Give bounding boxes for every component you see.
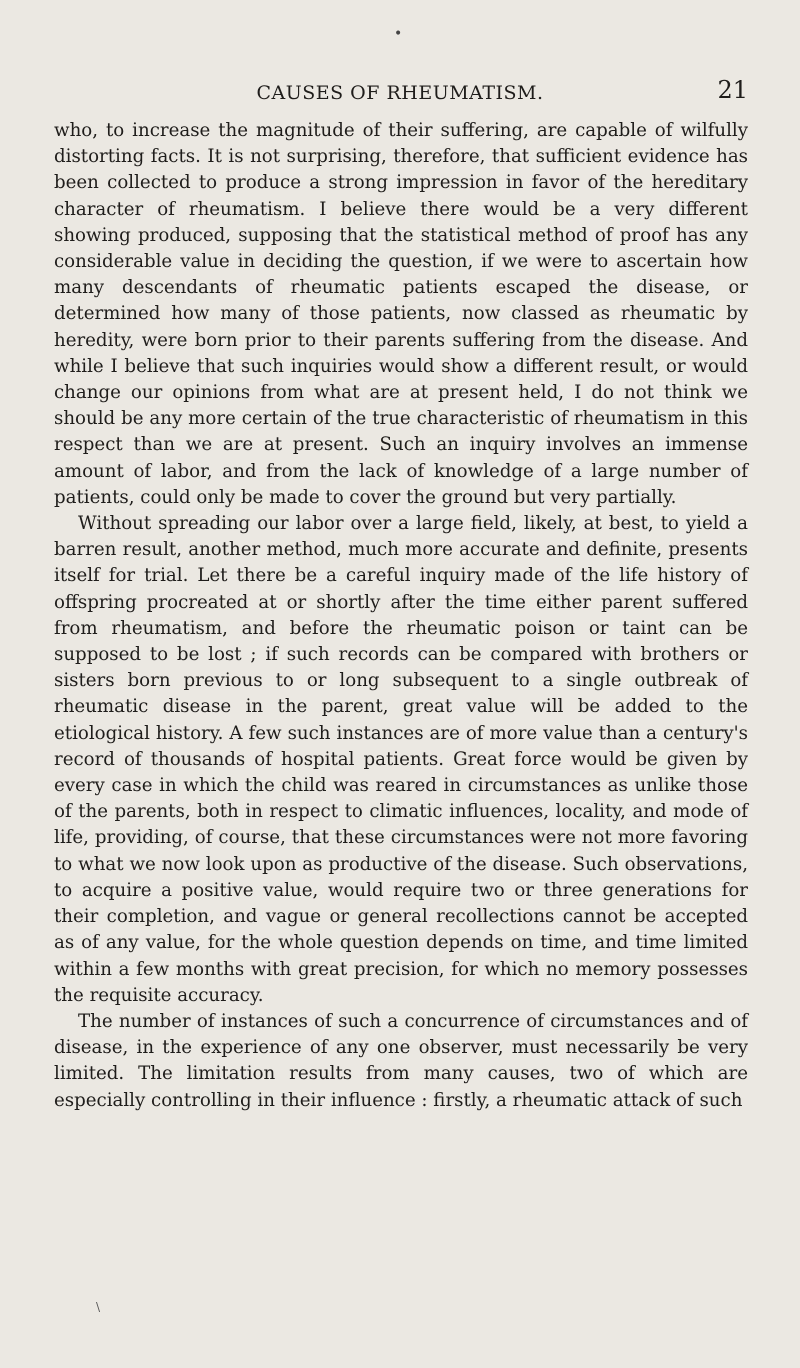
bottom-mark: \ [96,1300,101,1314]
paragraph-3: The number of instances of such a concurrence of circumstances and of disease, in the experience of any one observer, must necessarily be very limited. The limitation results from many causes, two of which are especially controlling in their influence : firstly, a rheumatic attack of such [54,1010,748,1111]
running-title: CAUSES OF RHEUMATISM. [256,82,544,104]
top-mark: • [394,26,403,42]
page-number: 21 [717,76,748,104]
body-text [54,118,748,1114]
paragraph-1: who, to increase the magnitude of their suffering, are capable of wilfully distorting facts. It is not surprising, therefore, that sufficient evidence has been collected to produce a strong impression in favor of the hereditary character of rheumatism. I believe there would be a very different showing produced, supposing that the statistical method of proof has any considerable value in deciding the question, if we were to ascertain how many descendants of rheumatic patients escaped the disease, or determined how many of those patients, now classed as rheumatic by heredity, were born prior to their parents suffering from the disease. And while I believe that such inquiries would show a different result, or would change our opinions from what are at present held, I do not think we should be any more certain of the true characteristic of rheumatism in this respect than we are at present. Such an inquiry involves an immense amount of labor, and from the lack of knowledge of a large number of patients, could only be made to cover the ground but very partially. [54,120,748,508]
paragraph-2: Without spreading our labor over a large field, likely, at best, to yield a barren result, another method, much more accurate and definite, presents itself for trial. Let there be a careful inquiry made of the life history of offspring procreated at or shortly after the time either parent suffered from rheumatism, and before the rheumatic poison or taint can be supposed to be lost ; if such records can be compared with brothers or sisters born previous to or long subsequent to a single outbreak of rheumatic disease in the parent, great value will be added to the etiological history. A few such instances are of more value than a century's record of thousands of hospital patients. Great force would be given by every case in which the child was reared in circumstances as unlike those of the parents, both in respect to climatic influences, locality, and mode of life, providing, of course, that these circumstances were not more favoring to what we now look upon as productive of the disease. Such observations, to acquire a positive value, would require two or three generations for their completion, and vague or general recollections cannot be accepted as of any value, for the whole question depends on time, and time limited within a few months with great precision, for which no memory possesses the requisite accuracy. [54,513,748,1006]
